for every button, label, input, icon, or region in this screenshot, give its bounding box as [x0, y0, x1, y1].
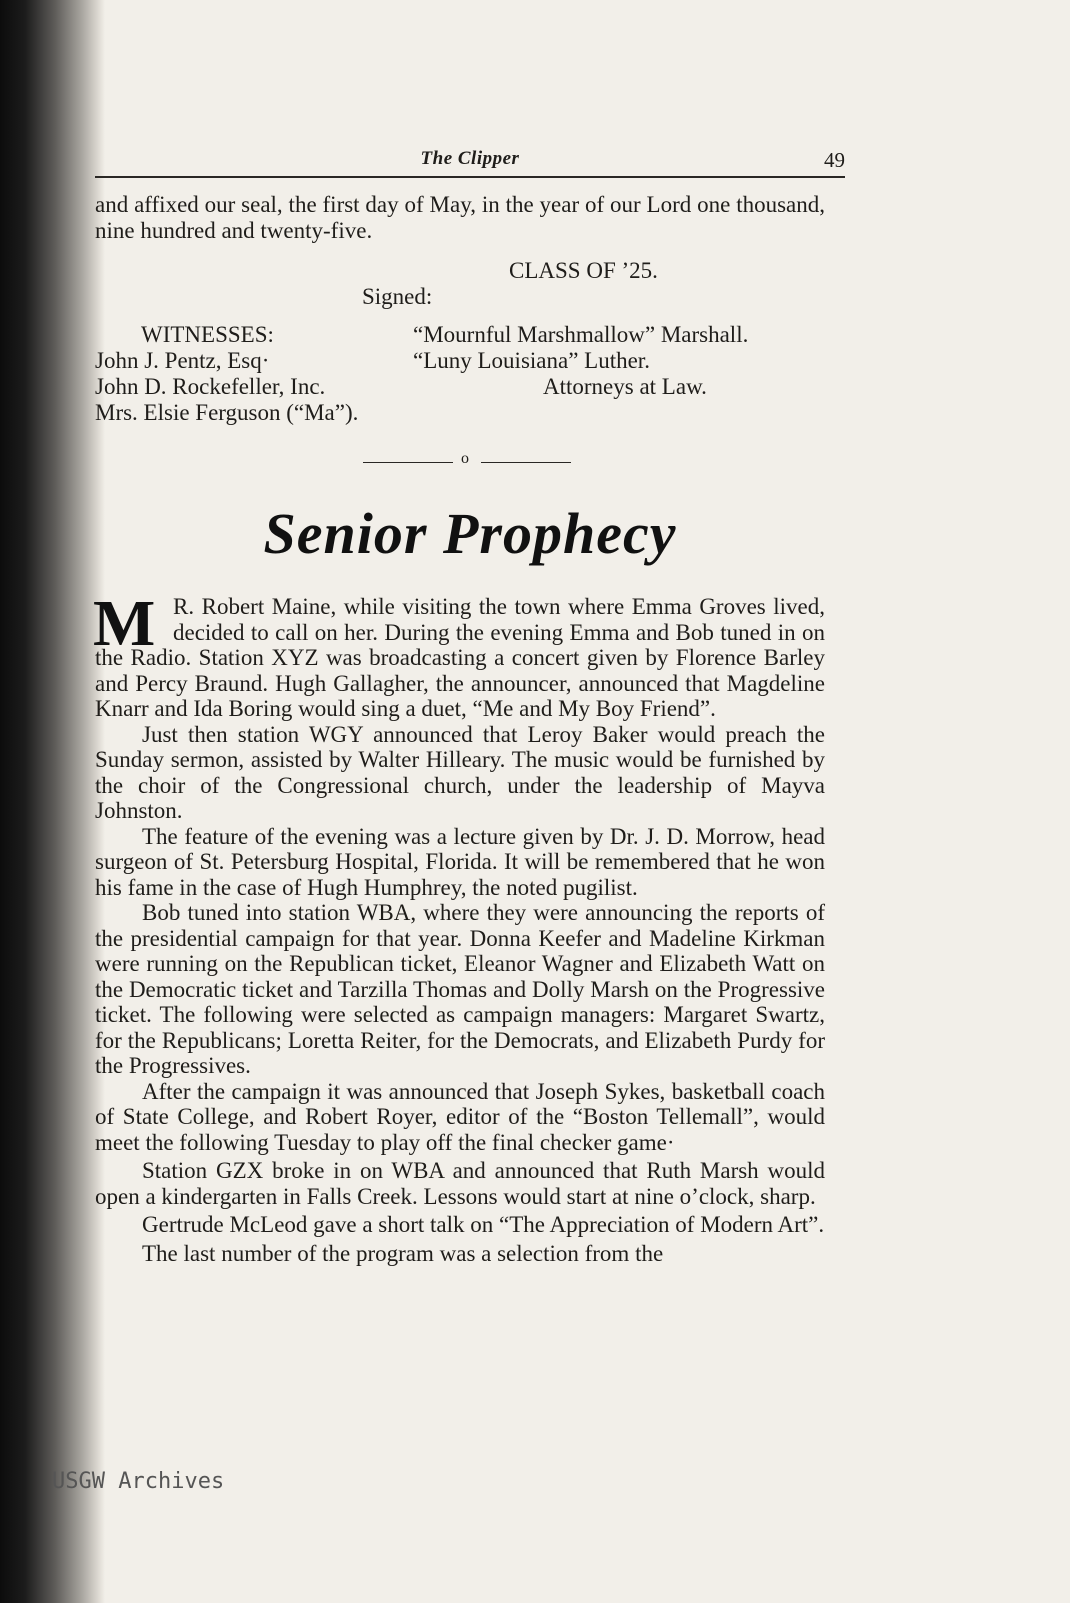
book-binding-shadow	[0, 0, 105, 1603]
section-divider	[363, 450, 573, 470]
body-paragraph: Just then station WGY announced that Leroy Baker would preach the Sunday sermon, assisted by Walter Hilleary. The music would be furnished by the choir of the Congressional church, under the leadership of Mayva Johnston.	[95, 721, 825, 823]
book-page	[95, 0, 845, 1603]
first-paragraph-text: R. Robert Maine, while visiting the town where Emma Groves lived, decided to call on her. During the evening Emma and Bob tuned in on the Radio. Station XYZ was broadcasting a concert given by Florence Barley and Percy Braund. Hugh Gallagher, the announcer, announced that Magdeline Knarr and Ida Boring would sing a duet, “Me and My Boy Friend”.	[95, 594, 825, 721]
page-number: 49	[824, 148, 845, 172]
first-paragraph	[93, 587, 825, 722]
drop-cap-space	[95, 594, 173, 642]
body-paragraph: The last number of the program was a selection from the	[142, 1240, 664, 1266]
body-paragraph: Gertrude McLeod gave a short talk on “The Appreciation of Modern Art”.	[142, 1212, 825, 1237]
body-paragraph: The feature of the evening was a lecture given by Dr. J. D. Morrow, head surgeon of St. Petersburg Hospital, Florida. It will be remembered that he won his fame in the case of Hugh Humphrey, the noted pugilist.	[95, 823, 825, 900]
class-line: CLASS OF ’25.	[509, 258, 658, 283]
witness-name: John D. Rockefeller, Inc.	[95, 374, 326, 399]
signer-name: “Luny Louisiana” Luther.	[413, 348, 650, 373]
divider-rule-right	[481, 462, 571, 463]
body-paragraph: Station GZX broke in on WBA and announced that Ruth Marsh would open a kindergarten in Falls Creek. Lessons would start at nine o’clock, sharp.	[95, 1158, 825, 1209]
body-paragraph: Bob tuned into station WBA, where they were announcing the reports of the presidential campaign for that year. Donna Keefer and Madeline Kirkman were running on the Republican ticket, Eleanor Wagner and Elizabeth Watt on the Democratic ticket and Tarzilla Thomas and Dolly Marsh on the Progressive ticket. The following were selected as campaign managers: Margaret Swartz, for the Republicans; Loretta Reiter, for the Democrats, and Elizabeth Purdy for the Progressives.	[95, 900, 825, 1078]
witness-name: John J. Pentz, Esq·	[95, 348, 270, 373]
witnesses-label: WITNESSES:	[141, 322, 274, 347]
archive-watermark: USGW Archives	[52, 1469, 225, 1494]
page-header	[95, 146, 845, 178]
drop-cap: M	[93, 587, 156, 660]
divider-rule-left	[363, 462, 453, 463]
body-paragraph: After the campaign it was announced that Joseph Sykes, basketball coach of State College, and Robert Royer, editor of the “Boston Tellemall”, would meet the following Tuesday to play off the final checker game·	[95, 1078, 825, 1155]
running-title: The Clipper	[420, 148, 520, 169]
divider-mark: o	[461, 450, 469, 467]
signer-name: “Mournful Marshmallow” Marshall.	[413, 322, 749, 347]
witness-name: Mrs. Elsie Ferguson (“Ma”).	[95, 400, 359, 425]
opening-paragraph: and affixed our seal, the first day of May, in the year of our Lord one thousand, nine hundred and twenty-five.	[95, 192, 825, 243]
article-body	[93, 587, 825, 1266]
article-title: Senior Prophecy	[263, 501, 677, 566]
signed-label: Signed:	[362, 284, 433, 309]
attorneys-line: Attorneys at Law.	[543, 374, 707, 399]
